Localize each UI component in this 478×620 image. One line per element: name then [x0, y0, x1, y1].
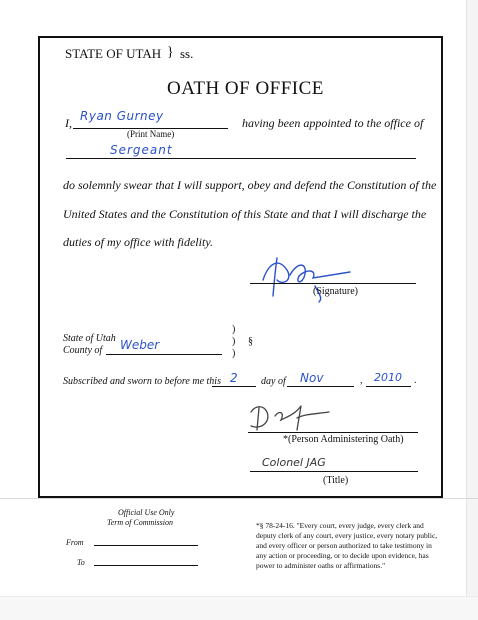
signature-image	[255, 250, 365, 308]
from-label: From	[66, 538, 84, 547]
title-handwriting: Colonel JAG	[262, 456, 326, 469]
venue-paren-2: )	[232, 336, 236, 347]
name-handwriting: Ryan Gurney	[80, 109, 164, 123]
to-line	[94, 565, 198, 566]
oath-form-border	[38, 36, 443, 498]
footnote-line-3: and every officer or person authorized to take testimony in	[256, 541, 432, 550]
print-name-caption: (Print Name)	[127, 129, 175, 139]
administrator-caption: *(Person Administering Oath)	[283, 434, 404, 445]
county-line	[106, 354, 222, 355]
oath-i: I,	[65, 116, 72, 130]
oath-body-line-3: duties of my office with fidelity.	[63, 235, 213, 249]
month-handwriting: Nov	[300, 371, 324, 385]
from-line	[94, 545, 198, 546]
official-use-label: Official Use Only	[118, 508, 175, 517]
subscribed-period: .	[414, 375, 417, 386]
to-label: To	[77, 558, 85, 567]
signature-line	[250, 283, 416, 284]
scan-edge-right	[466, 0, 478, 619]
footnote-line-5: power to administer oaths or affirmations."	[256, 561, 386, 570]
office-line	[66, 158, 416, 159]
header-ss: ss.	[180, 46, 194, 61]
signature-caption: (Signature)	[313, 286, 358, 297]
scan-edge-bottom	[0, 596, 478, 620]
oath-body-line-1: do solemnly swear that I will support, obey and defend the Constitution of the	[63, 178, 437, 192]
state-header: STATE OF UTAH	[65, 46, 162, 61]
office-handwriting: Sergeant	[110, 143, 173, 157]
header-brace: }	[167, 45, 174, 60]
month-line	[287, 386, 354, 387]
footnote-line-1: *§ 78-24-16. "Every court, every judge, every clerk and	[256, 521, 424, 530]
county-handwriting: Weber	[120, 338, 160, 352]
title-line	[250, 471, 418, 472]
administrator-line	[248, 432, 418, 433]
day-of-text: day of	[261, 376, 286, 387]
scan-divider	[0, 498, 478, 499]
title-caption: (Title)	[323, 475, 349, 486]
venue-state: State of Utah	[63, 333, 116, 344]
venue-paren-1: )	[232, 324, 236, 335]
day-handwriting: 2	[230, 371, 238, 385]
year-line	[366, 386, 411, 387]
venue-county-label: County of	[63, 345, 103, 356]
day-line	[212, 386, 256, 387]
page-title: OATH OF OFFICE	[167, 78, 324, 99]
year-handwriting: 2010	[374, 371, 402, 384]
footnote-line-4: any action or proceeding, or to decide upon evidence, has	[256, 551, 429, 560]
footnote-line-2: deputy clerk of any court, every justice, every notary public,	[256, 531, 438, 540]
appointed-text: having been appointed to the office of	[242, 116, 424, 130]
term-of-commission: Term of Commission	[107, 518, 173, 527]
oath-body-line-2: United States and the Constitution of this State and that I will discharge the	[63, 207, 427, 221]
year-comma: ,	[360, 375, 363, 386]
subscribed-text: Subscribed and sworn to before me this	[63, 376, 221, 387]
venue-paren-3: )	[232, 348, 236, 359]
administrator-signature-image	[245, 400, 335, 436]
section-symbol: §	[248, 336, 253, 347]
